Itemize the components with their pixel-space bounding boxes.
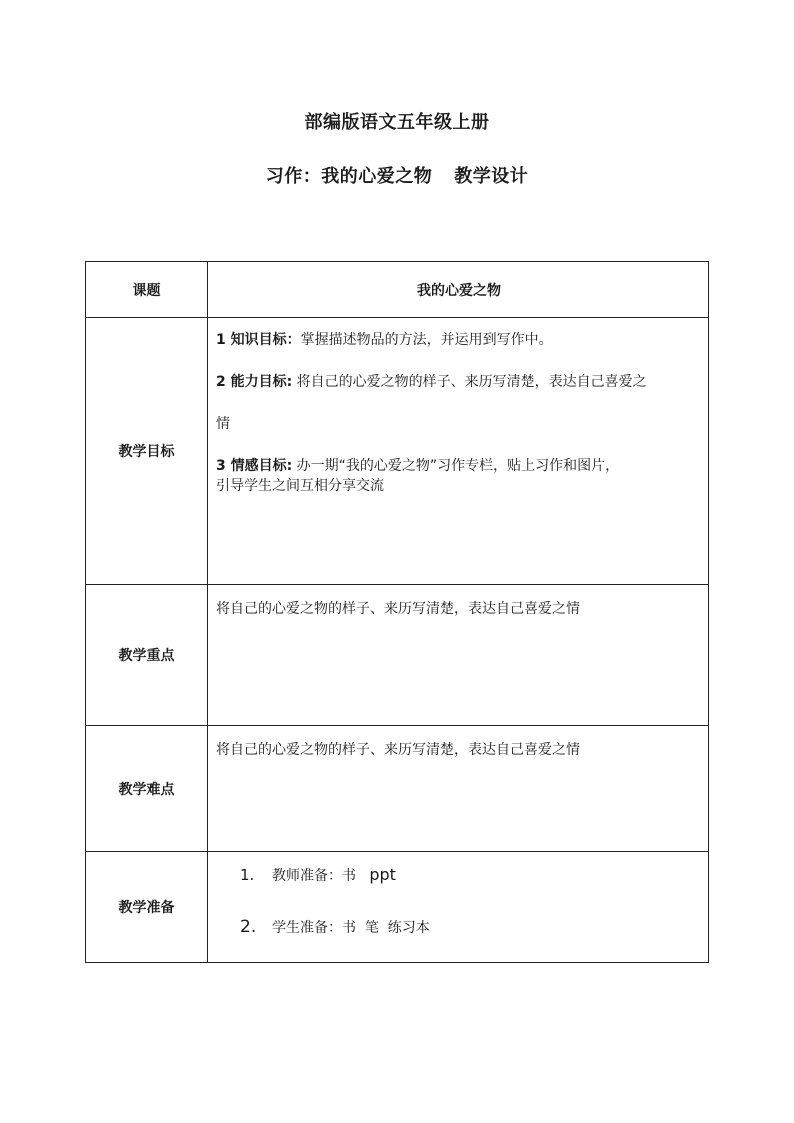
list-item-text [272, 865, 396, 885]
list-item [216, 865, 702, 885]
table-row-goals [86, 318, 709, 585]
subtitle-topic: 习作：我的心爱之物 [265, 166, 433, 187]
difficulties-content [208, 726, 709, 852]
goal-ability-text: 将自己的心爱之物的样子、来历写清楚，表达自己喜爱之 [292, 374, 647, 390]
teacher-prep-ppt: ppt [369, 865, 396, 884]
goals-label: 教学目标 [86, 318, 208, 585]
goal-ability [216, 372, 702, 434]
document-title: 部编版语文五年级上册 [304, 112, 490, 133]
list-item-number: 2. [240, 917, 257, 937]
table-row-preparation [86, 852, 709, 963]
difficulties-text: 将自己的心爱之物的样子、来历写清楚，表达自己喜爱之情 [216, 742, 580, 758]
subtitle-design: 教学设计 [454, 166, 529, 187]
goal-knowledge-text: 掌握描述物品的方法，并运用到写作中。 [300, 332, 553, 348]
goal-emotion-heading: 3 情感目标: [216, 458, 293, 474]
goal-knowledge-heading: 1 知识目标： [216, 332, 301, 348]
student-prep-text: 学生准备：书 笔 练习本 [272, 920, 430, 936]
preparation-label: 教学准备 [86, 852, 208, 963]
topic-label: 课题 [86, 262, 208, 318]
preparation-content [208, 852, 709, 963]
key-points-text: 将自己的心爱之物的样子、来历写清楚，表达自己喜爱之情 [216, 601, 580, 617]
list-item-text [272, 917, 430, 937]
teacher-prep-text: 教师准备：书 [272, 868, 356, 884]
key-points-content [208, 585, 709, 726]
goal-emotion-continuation: 引导学生之间互相分享交流 [216, 478, 384, 494]
difficulties-label: 教学难点 [86, 726, 208, 852]
goal-knowledge [216, 330, 702, 350]
lesson-plan-table [85, 261, 709, 963]
key-points-label: 教学重点 [86, 585, 208, 726]
goal-emotion [216, 456, 702, 496]
table-row-key-points [86, 585, 709, 726]
table-row-topic [86, 262, 709, 318]
goal-ability-continuation: 情 [216, 416, 230, 432]
table-row-difficulties [86, 726, 709, 852]
list-item [216, 917, 702, 937]
goal-ability-heading: 2 能力目标: [216, 374, 293, 390]
goals-content [208, 318, 709, 585]
topic-value: 我的心爱之物 [208, 262, 709, 318]
goal-emotion-text: 办一期“我的心爱之物”习作专栏，贴上习作和图片， [292, 458, 620, 474]
list-item-number: 1. [240, 866, 255, 884]
document-subtitle [0, 162, 794, 188]
